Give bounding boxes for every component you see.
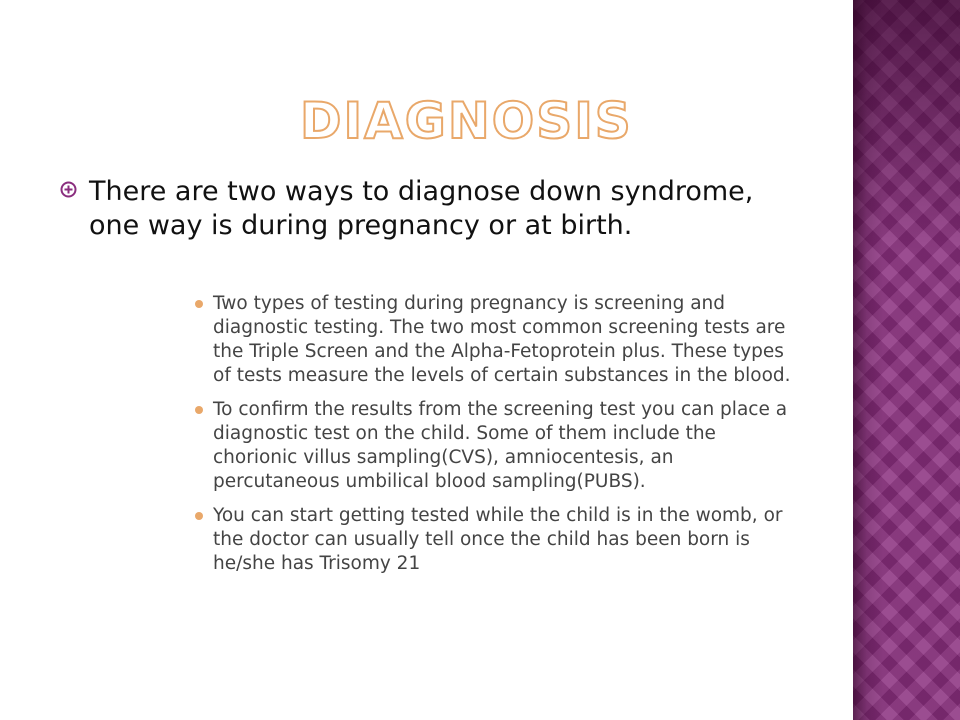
- sub-bullet-list: [195, 292, 795, 586]
- decorative-side-band: [853, 0, 960, 720]
- dot-icon: [195, 406, 203, 414]
- dot-icon: [195, 300, 203, 308]
- sub-bullet-text: Two types of testing during pregnancy is screening and diagnostic testing. The two most common screening tests are the Triple Screen and the Alpha-Fetoprotein plus. These types of tests measure the levels of certain substances in the blood.: [213, 293, 791, 386]
- main-bullet-text: There are two ways to diagnose down syndrome, one way is during pregnancy or at birth.: [89, 176, 754, 241]
- main-bullet: [60, 175, 800, 243]
- sub-bullet-text: You can start getting tested while the child is in the womb, or the doctor can usually tell once the child has been born is he/she has Trisomy 21: [213, 505, 783, 574]
- sub-bullet-text: To confirm the results from the screening test you can place a diagnostic test on the child. Some of them include the chorionic villus sampling(CVS), amniocentesis, an percutaneous umbilical blood sampling(PUBS).: [213, 399, 788, 492]
- sub-bullet-item: [195, 398, 795, 494]
- sub-bullet-item: [195, 292, 795, 388]
- slide-title: DIAGNOSIS: [300, 92, 633, 150]
- sub-bullet-item: [195, 504, 795, 576]
- dot-icon: [195, 512, 203, 520]
- circled-plus-icon: [60, 181, 77, 198]
